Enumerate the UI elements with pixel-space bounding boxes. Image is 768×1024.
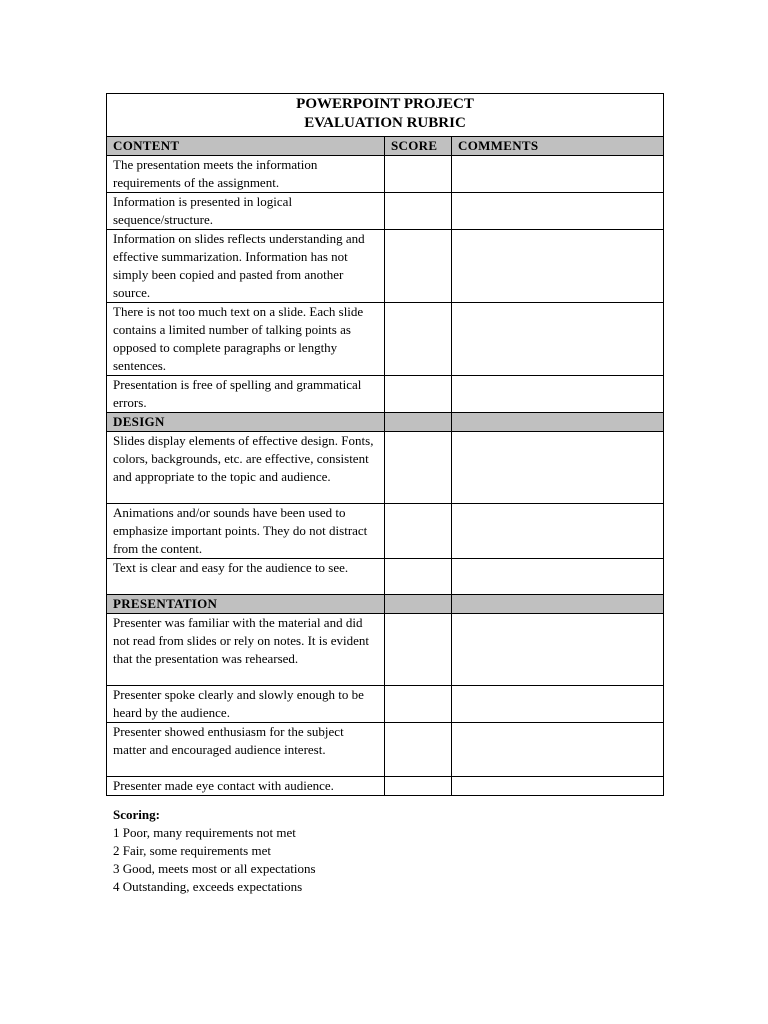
comments-cell[interactable] — [452, 230, 664, 303]
table-row — [107, 504, 664, 559]
section-heading: PRESENTATION — [107, 595, 385, 614]
criterion-text: Information is presented in logical sequence/structure. — [107, 193, 385, 230]
score-cell[interactable] — [385, 504, 452, 559]
table-row — [107, 376, 664, 413]
table-row — [107, 193, 664, 230]
scoring-item-1: 1 Poor, many requirements not met — [113, 825, 296, 840]
rubric-title-row — [107, 94, 664, 137]
score-cell[interactable] — [385, 156, 452, 193]
comments-cell[interactable] — [452, 303, 664, 376]
scoring-item-4: 4 Outstanding, exceeds expectations — [113, 879, 303, 894]
table-row — [107, 432, 664, 504]
score-cell[interactable] — [385, 230, 452, 303]
column-header-score: SCORE — [385, 137, 452, 156]
column-header-content: CONTENT — [107, 137, 385, 156]
score-cell[interactable] — [385, 303, 452, 376]
table-row — [107, 303, 664, 376]
score-cell[interactable] — [385, 559, 452, 595]
rubric-title — [107, 94, 664, 137]
comments-cell[interactable] — [452, 723, 664, 777]
criterion-text: Text is clear and easy for the audience to see. — [107, 559, 385, 595]
scoring-legend — [113, 806, 316, 896]
table-row — [107, 723, 664, 777]
table-row — [107, 686, 664, 723]
score-cell[interactable] — [385, 432, 452, 504]
section-header-content — [107, 137, 664, 156]
criterion-text: Presentation is free of spelling and grammatical errors. — [107, 376, 385, 413]
criterion-text: There is not too much text on a slide. Each slide contains a limited number of talking points as opposed to complete paragraphs or lengthy sentences. — [107, 303, 385, 376]
comments-cell[interactable] — [452, 504, 664, 559]
rubric-title-line-2: EVALUATION RUBRIC — [304, 115, 466, 131]
comments-cell[interactable] — [452, 614, 664, 686]
scoring-title: Scoring: — [113, 807, 160, 822]
evaluation-rubric-table — [106, 93, 664, 796]
score-cell[interactable] — [385, 777, 452, 796]
section-heading: DESIGN — [107, 413, 385, 432]
criterion-text: Animations and/or sounds have been used to emphasize important points. They do not distract from the content. — [107, 504, 385, 559]
section-header-design — [107, 413, 664, 432]
criterion-text: Presenter made eye contact with audience. — [107, 777, 385, 796]
section-comments-blank — [452, 595, 664, 614]
score-cell[interactable] — [385, 376, 452, 413]
comments-cell[interactable] — [452, 559, 664, 595]
column-header-comments: COMMENTS — [452, 137, 664, 156]
table-row — [107, 230, 664, 303]
table-row — [107, 614, 664, 686]
criterion-text: Presenter was familiar with the material and did not read from slides or rely on notes. It is evident that the presentation was rehearsed. — [107, 614, 385, 686]
criterion-text: Presenter spoke clearly and slowly enough to be heard by the audience. — [107, 686, 385, 723]
comments-cell[interactable] — [452, 432, 664, 504]
criterion-text: The presentation meets the information requirements of the assignment. — [107, 156, 385, 193]
section-score-blank — [385, 413, 452, 432]
scoring-item-3: 3 Good, meets most or all expectations — [113, 861, 316, 876]
table-row — [107, 156, 664, 193]
comments-cell[interactable] — [452, 156, 664, 193]
criterion-text: Presenter showed enthusiasm for the subject matter and encouraged audience interest. — [107, 723, 385, 777]
score-cell[interactable] — [385, 723, 452, 777]
scoring-item-2: 2 Fair, some requirements met — [113, 843, 271, 858]
table-row — [107, 777, 664, 796]
section-score-blank — [385, 595, 452, 614]
comments-cell[interactable] — [452, 686, 664, 723]
score-cell[interactable] — [385, 614, 452, 686]
score-cell[interactable] — [385, 193, 452, 230]
table-row — [107, 559, 664, 595]
comments-cell[interactable] — [452, 376, 664, 413]
rubric-title-line-1: POWERPOINT PROJECT — [296, 96, 474, 112]
criterion-text: Slides display elements of effective design. Fonts, colors, backgrounds, etc. are effective, consistent and appropriate to the topic and audience. — [107, 432, 385, 504]
comments-cell[interactable] — [452, 193, 664, 230]
criterion-text: Information on slides reflects understanding and effective summarization. Information has not simply been copied and pasted from another source. — [107, 230, 385, 303]
section-header-presentation — [107, 595, 664, 614]
score-cell[interactable] — [385, 686, 452, 723]
comments-cell[interactable] — [452, 777, 664, 796]
section-comments-blank — [452, 413, 664, 432]
